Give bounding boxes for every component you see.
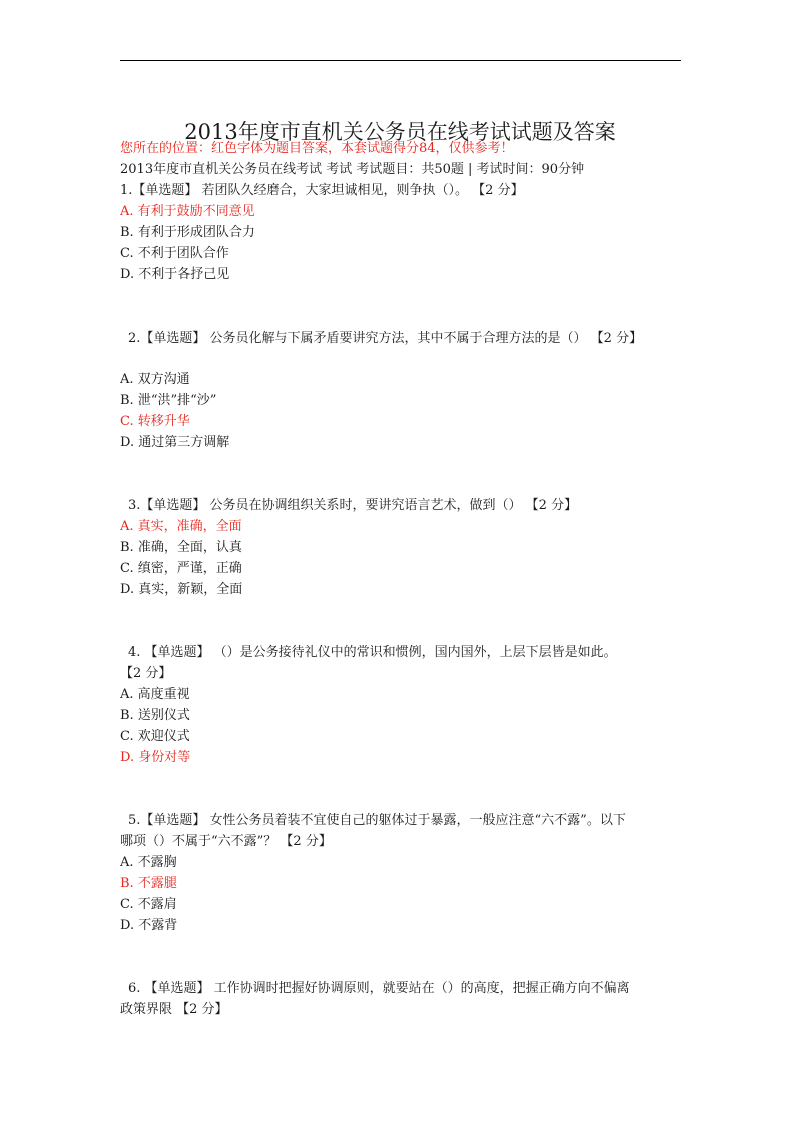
option-c: C. 转移升华 bbox=[120, 414, 190, 429]
question-6 bbox=[120, 978, 686, 1020]
option-b: B. 准确，全面，认真 bbox=[120, 540, 242, 555]
option-a: A. 真实，准确，全面 bbox=[120, 519, 242, 534]
question-2 bbox=[120, 328, 686, 453]
question-text-continued: 政策界限 【2 分】 bbox=[120, 1002, 228, 1017]
question-3 bbox=[120, 495, 686, 600]
document-title: 2013年度市直机关公务员在线考试试题及答案 bbox=[184, 120, 616, 145]
answer-notice: 您所在的位置：红色字体为题目答案，本套试题得分84，仅供参考！ bbox=[120, 141, 514, 156]
question-4 bbox=[120, 642, 686, 768]
option-d: D. 不利于各抒己见 bbox=[120, 267, 230, 282]
question-5 bbox=[120, 810, 686, 936]
document-body bbox=[120, 138, 686, 1020]
question-text: 5.【单选题】 女性公务员着装不宜使自己的躯体过于暴露，一般应注意“六不露”。以下 bbox=[128, 813, 626, 828]
option-a: A. 有利于鼓励不同意见 bbox=[120, 204, 255, 219]
option-a: A. 高度重视 bbox=[120, 687, 190, 702]
question-points: 【2 分】 bbox=[120, 666, 172, 681]
header-rule bbox=[120, 60, 681, 61]
option-d: D. 真实，新颖，全面 bbox=[120, 582, 243, 597]
question-text: 6. 【单选题】 工作协调时把握好协调原则，就要站在（）的高度，把握正确方向不偏离 bbox=[128, 981, 630, 996]
exam-info: 2013年度市直机关公务员在线考试 考试 考试题目：共50题 | 考试时间：90分钟 bbox=[120, 162, 585, 177]
option-c: C. 欢迎仪式 bbox=[120, 729, 190, 744]
option-a: A. 不露胸 bbox=[120, 855, 177, 870]
option-b: B. 不露腿 bbox=[120, 876, 177, 891]
option-d: D. 身份对等 bbox=[120, 750, 191, 765]
question-text-continued: 哪项（）不属于“六不露”？ 【2 分】 bbox=[120, 834, 332, 849]
option-a: A. 双方沟通 bbox=[120, 372, 190, 387]
option-d: D. 通过第三方调解 bbox=[120, 435, 230, 450]
option-b: B. 送别仪式 bbox=[120, 708, 190, 723]
question-text: 3.【单选题】 公务员在协调组织关系时，要讲究语言艺术，做到（） 【2 分】 bbox=[128, 498, 578, 513]
option-b: B. 泄“洪”排“沙” bbox=[120, 393, 217, 408]
option-d: D. 不露背 bbox=[120, 918, 178, 933]
option-b: B. 有利于形成团队合力 bbox=[120, 225, 255, 240]
question-text: 4. 【单选题】 （）是公务接待礼仪中的常识和惯例，国内国外，上层下层皆是如此。 bbox=[128, 645, 617, 660]
option-c: C. 缜密，严谨，正确 bbox=[120, 561, 242, 576]
question-text: 1.【单选题】 若团队久经磨合，大家坦诚相见，则争执（）。 【2 分】 bbox=[120, 183, 524, 198]
option-c: C. 不利于团队合作 bbox=[120, 246, 229, 261]
question-text: 2.【单选题】 公务员化解与下属矛盾要讲究方法，其中不属于合理方法的是（） 【2 分】 bbox=[128, 331, 643, 346]
question-1 bbox=[120, 180, 686, 285]
option-c: C. 不露肩 bbox=[120, 897, 177, 912]
